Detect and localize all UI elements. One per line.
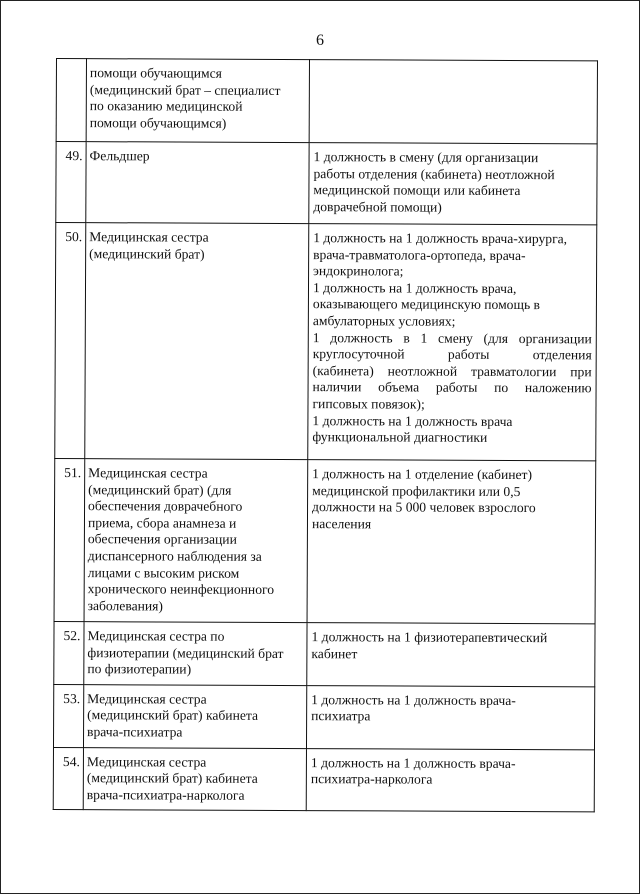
norm-cell: [309, 60, 597, 144]
norm-line: кабинет: [311, 645, 358, 661]
table-row: [53, 684, 594, 749]
position-line: врача-психиатра-нарколога: [86, 786, 245, 803]
norm-line: 1 должность на 1 должность врача-: [310, 754, 516, 771]
norm-line: медицинской профилактики или 0,5: [312, 482, 521, 499]
norm-line: 1 должность на 1 физиотерапевтический: [311, 629, 548, 646]
norm-line: 1 должность в 1 смену (для организации: [312, 329, 592, 346]
position-line: физиотерапии (медицинский брат: [87, 644, 284, 661]
norm-line: врача-травматолога-ортопеда, врача-: [313, 246, 526, 263]
position-line: врача-психиатра: [87, 724, 183, 740]
position-line: Медицинская сестра: [88, 465, 208, 481]
row-number: 53.: [53, 684, 83, 747]
norm-line: (кабинета) неотложной травматологии при: [312, 362, 592, 380]
norm-line: наличии объема работы по наложению: [312, 379, 592, 396]
norm-line: работы отделения (кабинета) неотложной: [313, 165, 555, 182]
table-row: [54, 458, 596, 623]
position-line: (медицинский брат): [89, 245, 205, 262]
norm-cell: [306, 748, 594, 812]
position-line: (медицинский брат) кабинета: [87, 707, 259, 724]
norm-line: 1 должность на 1 должность врача,: [312, 279, 517, 296]
table-row: [55, 223, 597, 461]
position-line: по оказанию медицинской: [89, 98, 243, 115]
norm-cell: [309, 143, 597, 225]
position-line: Медицинская сестра: [89, 229, 209, 245]
norm-cell: [306, 685, 594, 749]
position-cell: [83, 684, 306, 748]
row-number: 51.: [54, 458, 85, 621]
norm-line: 1 должность на 1 должность врача-: [311, 691, 516, 708]
table-row: [56, 59, 597, 144]
position-line: Медицинская сестра: [87, 690, 207, 707]
norm-line: 1 должность в смену (для организации: [313, 149, 539, 166]
norm-cell: [307, 460, 596, 624]
position-line: (медицинский брат) (для: [88, 481, 232, 498]
norm-line: населения: [311, 515, 372, 532]
position-line: Фельдшер: [89, 148, 150, 164]
norm-line: 1 должность на 1 должность врача-хирурга,: [313, 230, 568, 247]
position-cell: [86, 142, 309, 224]
position-line: Медицинская сестра: [86, 753, 207, 770]
table-row: [56, 142, 597, 225]
norm-line: эндокринолога;: [313, 263, 404, 279]
norm-cell: [308, 224, 597, 461]
position-cell: [83, 747, 306, 811]
norm-line: доврачебной помощи): [313, 198, 442, 215]
position-cell: [84, 459, 308, 623]
page-number: 6: [316, 32, 324, 49]
table-row: [53, 747, 594, 812]
position-line: хронического неинфекционного: [87, 581, 275, 598]
norm-cell: [307, 623, 595, 687]
norm-line: амбулаторных условиях;: [312, 313, 456, 329]
position-cell: [84, 622, 307, 686]
position-line: заболевания): [87, 597, 164, 614]
norm-line: 1 должность на 1 должность врача: [312, 412, 513, 429]
norm-line: психиатра: [311, 708, 371, 724]
row-number: 52.: [54, 621, 84, 684]
table-row: [54, 621, 595, 686]
norm-line: психиатра-нарколога: [310, 771, 433, 787]
norm-line: оказывающего медицинскую помощь в: [312, 296, 541, 313]
position-cell: [85, 223, 309, 460]
norm-line: 1 должность на 1 отделение (кабинет): [312, 466, 533, 483]
norm-line: должности на 5 000 человек взрослого: [312, 499, 536, 516]
row-number: 54.: [53, 747, 83, 810]
position-line: Медицинская сестра по: [87, 628, 225, 644]
position-line: диспансерного наблюдения за: [87, 548, 262, 564]
position-line: обеспечения доврачебного: [88, 498, 243, 515]
position-line: (медицинский брат) кабинета: [86, 770, 258, 787]
norm-line: функциональной диагностики: [312, 429, 488, 446]
position-line: приема, сбора анамнеза и: [87, 514, 237, 531]
position-line: обеспечения организации: [87, 531, 237, 548]
position-line: помощи обучающимся: [89, 65, 222, 81]
norm-line: медицинской помощи или кабинета: [313, 182, 521, 199]
position-line: лицами с высоким риском: [87, 564, 240, 581]
position-line: помощи обучающимся): [89, 114, 227, 131]
position-line: по физиотерапии): [87, 661, 192, 677]
position-cell: [86, 59, 309, 143]
staffing-table: [53, 58, 598, 813]
norm-line: гипсовых повязок);: [312, 396, 425, 412]
row-number: 49.: [56, 142, 86, 223]
position-line: (медицинский брат – специалист: [89, 81, 281, 98]
row-number: [56, 59, 86, 142]
row-number: 50.: [55, 223, 86, 459]
norm-line: круглосуточной работы отделения: [312, 346, 592, 363]
